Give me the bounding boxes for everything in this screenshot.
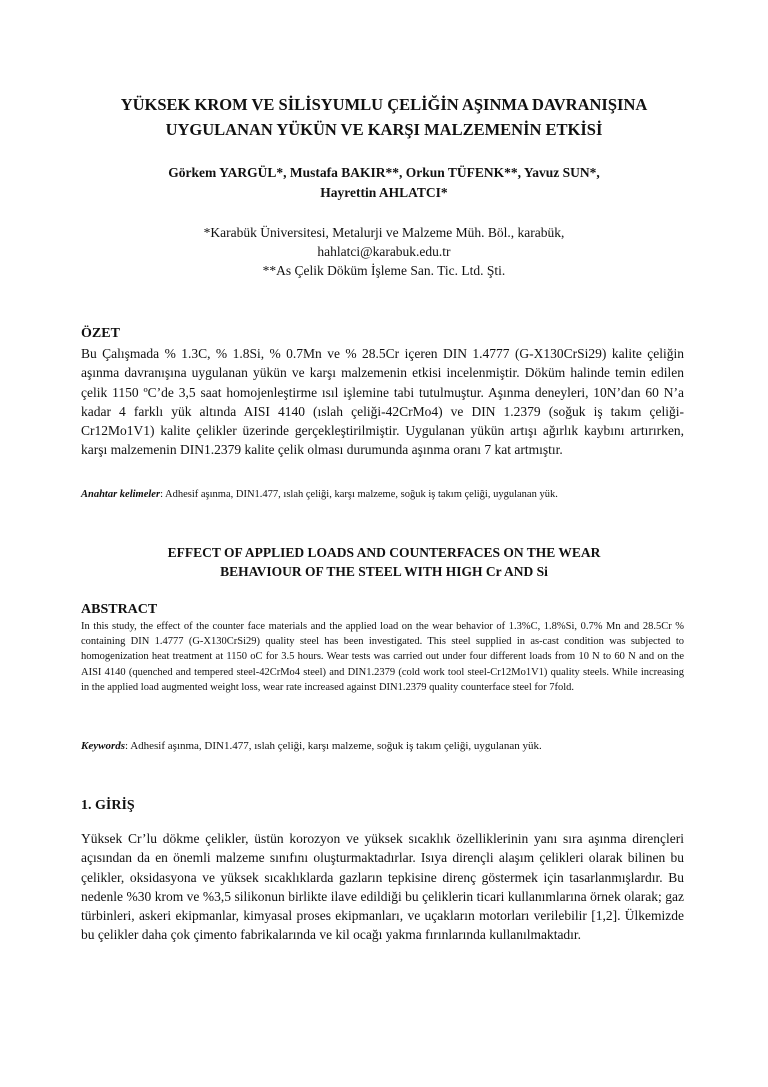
abstract-keywords-text: : Adhesif aşınma, DIN1.477, ıslah çeliği, karşı malzeme, soğuk iş takım çeliği, uygulanan yük. <box>125 740 542 752</box>
ozet-keywords <box>81 487 684 502</box>
ozet-keywords-label: Anahtar kelimeler <box>81 489 161 500</box>
abstract-text: In this study, the effect of the counter face materials and the applied load on the wear behavior of 1.3%C, 1.8%Si, 0.7% Mn and 28.5Cr % containing DIN 1.4777 (G-X130CrSi29) quality steel has been investigated. This steel supplied in as-cast condition was subjected to homogenization heat treatment at 1150 oC for 3.5 hours. Wear tests was carried out under four different loads from 10 N to 60 N and on the AISI 4140 (quenched and tempered steel-42CrMo4 steel) and DIN1.2379 (cold work tool steel-Cr12Mo1V1) quality steels. While increasing in the applied load augmented weight loss, wear rate increased against DIN1.2379 quality counterface steel for 7fold. <box>81 621 684 693</box>
paper-title-line-2: UYGULANAN YÜKÜN VE KARŞI MALZEMENİN ETKİSİ <box>165 120 603 139</box>
english-title <box>100 543 668 581</box>
abstract-keywords <box>81 739 684 754</box>
author-list <box>100 163 668 203</box>
english-title-line-2: BEHAVIOUR OF THE STEEL WITH HIGH Cr AND Si <box>220 564 548 579</box>
affiliation-line-3: **As Çelik Döküm İşleme San. Tic. Ltd. Şti. <box>262 263 506 278</box>
ozet-heading: ÖZET <box>81 326 120 341</box>
affiliation-email: hahlatci@karabuk.edu.tr <box>317 244 451 259</box>
english-title-line-1: EFFECT OF APPLIED LOADS AND COUNTERFACES ON THE WEAR <box>167 545 601 560</box>
ozet-text: Bu Çalışmada % 1.3C, % 1.8Si, % 0.7Mn ve % 28.5Cr içeren DIN 1.4777 (G-X130CrSi29) kalite çeliğin aşınma davranışına uygulanan yükün ve karşı malzemenin etkisi incelenmiştir. Döküm halinde temin edilen çelik 1150 ºC’de 3,5 saat homojenleştirme ısıl işlemine tabi tutulmuştur. Aşınma deneyleri, 10N’dan 60 N’a kadar 4 farklı yük altında AISI 4140 (ıslah çeliği-42CrMo4) ve DIN 1.2379 (soğuk iş takım çeliği-Cr12Mo1V1) kalite çelikler üzerinde gerçekleştirilmiştir. Uygulanan yükün artışı ağırlık kaybını artırırken, karşı malzemenin DIN1.2379 kalite çelik olması durumunda aşınma oranı 7 kat artmıştır. <box>81 346 684 458</box>
ozet-keywords-text: : Adhesif aşınma, DIN1.477, ıslah çeliği, karşı malzeme, soğuk iş takım çeliği, uygulanan yük. <box>160 489 558 500</box>
abstract-keywords-label: Keywords <box>81 740 125 752</box>
affiliation-line-1: *Karabük Üniversitesi, Metalurji ve Malzeme Müh. Böl., karabük, <box>203 225 565 240</box>
abstract-heading: ABSTRACT <box>81 602 158 617</box>
intro-heading: 1. GİRİŞ <box>81 798 135 813</box>
paper-title-line-1: YÜKSEK KROM VE SİLİSYUMLU ÇELİĞİN AŞINMA DAVRANIŞINA <box>120 95 648 114</box>
affiliations <box>100 223 668 280</box>
paper-title <box>80 92 688 142</box>
author-line-1: Görkem YARGÜL*, Mustafa BAKIR**, Orkun TÜFENK**, Yavuz SUN*, <box>168 165 600 180</box>
author-line-2: Hayrettin AHLATCI* <box>320 185 448 200</box>
intro-text: Yüksek Cr’lu dökme çelikler, üstün korozyon ve yüksek sıcaklık özelliklerinin yanı sıra aşınma dirençleri açısından da en önemli malzeme sınıfını oluşturmaktadırlar. Isıya dirençli alaşım çelikleri olarak bilinen bu çelikler, oksidasyona ve yüksek sıcaklıklarda gazların tepkisine direnç göstermek için tasarlanmışlardır. Bu nedenle %30 krom ve %3,5 silikonun birlikte ilave edildiği bu çeliklerin ticari kullanımlarına örnek olarak; gaz türbinleri, askeri ekipmanlar, kimyasal proses ekipmanları, ve uçakların motorları verilebilir [1,2]. Ülkemizde bu çelikler daha çok çimento fabrikalarında ve kil ocağı yakma fırınlarında kullanılmaktadır. <box>81 831 684 943</box>
